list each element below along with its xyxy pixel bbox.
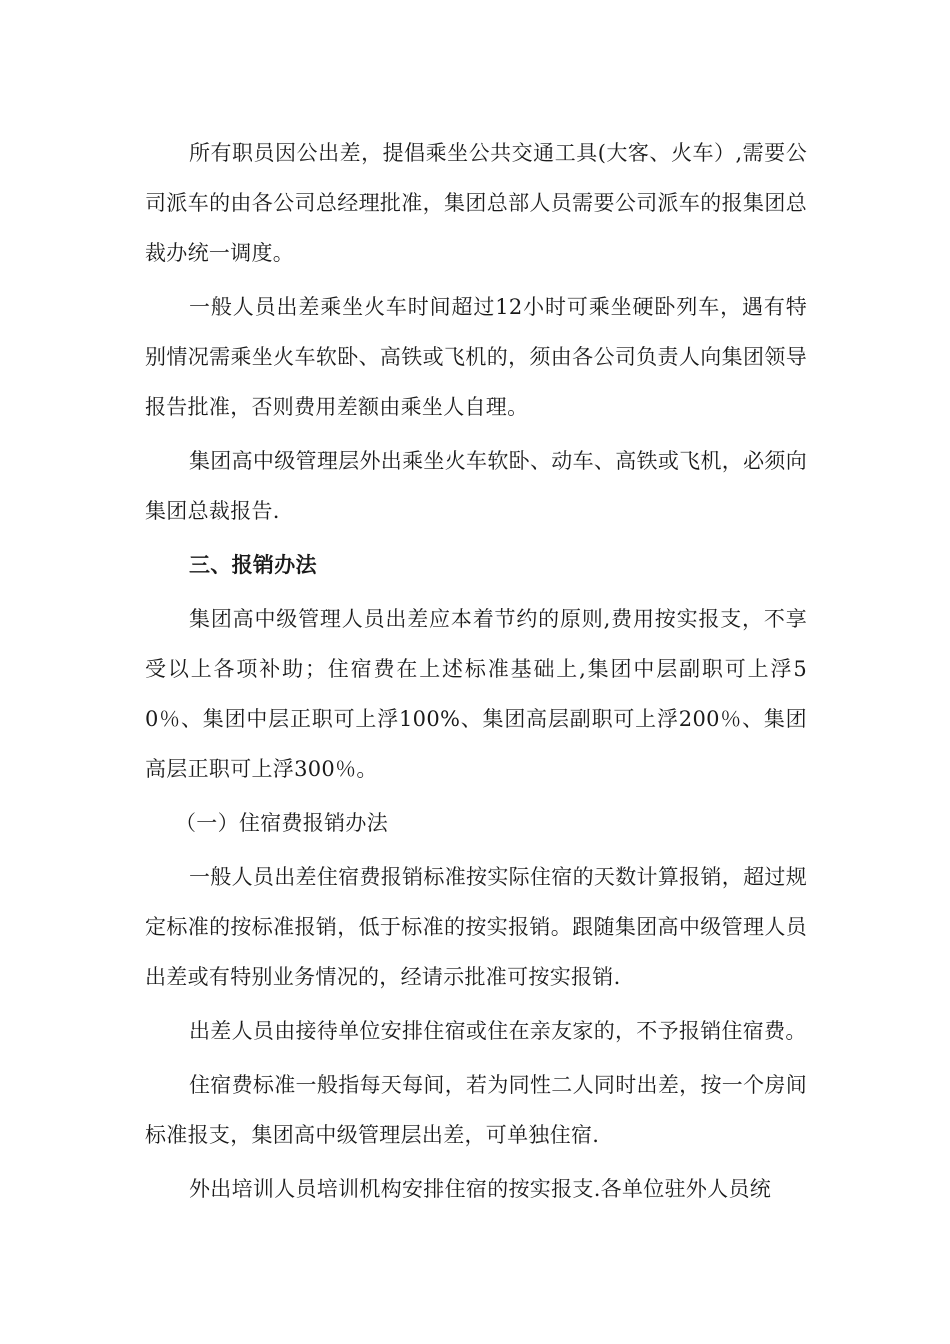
paragraph-management-expenses: 集团高中级管理人员出差应本着节约的原则,费用按实报支，不享受以上各项补助；住宿费在上述标准基础上,集团中层副职可上浮50％、集团中层正职可上浮100%、集团高层副职可上浮200％、集团高层正职可上浮300％。 <box>145 607 807 781</box>
paragraph-management-travel: 集团高中级管理层外出乘坐火车软卧、动车、高铁或飞机，必须向集团总裁报告. <box>145 449 807 523</box>
subsection-heading-accommodation: （一）住宿费报销办法 <box>175 811 388 835</box>
paragraph-transport-policy: 所有职员因公出差，提倡乘坐公共交通工具(大客、火车）,需要公司派车的由各公司总经理批准，集团总部人员需要公司派车的报集团总裁办统一调度。 <box>145 141 807 265</box>
section-heading-reimbursement: 三、报销办法 <box>189 553 317 577</box>
document-body <box>145 128 807 1218</box>
paragraph-training-accommodation: 外出培训人员培训机构安排住宿的按实报支.各单位驻外人员统 <box>189 1177 772 1201</box>
paragraph-accommodation-standard: 一般人员出差住宿费报销标准按实际住宿的天数计算报销，超过规定标准的按标准报销，低于标准的按实报销。跟随集团高中级管理人员出差或有特别业务情况的，经请示批准可按实报销. <box>145 865 807 989</box>
paragraph-no-reimbursement: 出差人员由接待单位安排住宿或住在亲友家的，不予报销住宿费。 <box>189 1019 807 1043</box>
paragraph-room-sharing: 住宿费标准一般指每天每间，若为同性二人同时出差，按一个房间标准报支，集团高中级管理层出差，可单独住宿. <box>145 1073 807 1147</box>
paragraph-train-sleeper: 一般人员出差乘坐火车时间超过12小时可乘坐硬卧列车，遇有特别情况需乘坐火车软卧、高铁或飞机的，须由各公司负责人向集团领导报告批准，否则费用差额由乘坐人自理。 <box>145 295 807 419</box>
